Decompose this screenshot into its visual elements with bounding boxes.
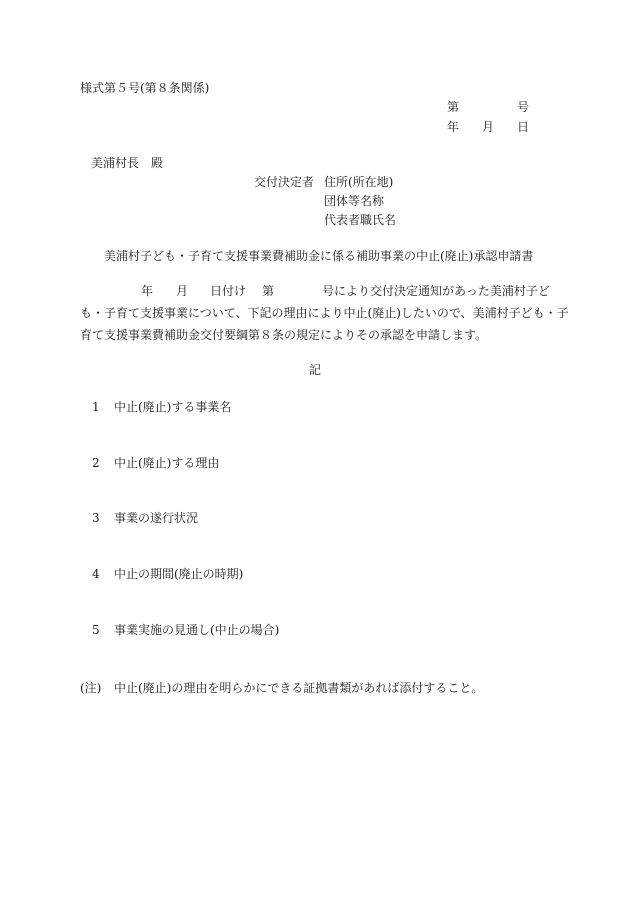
body-dai: 第 xyxy=(262,284,275,298)
note-marker: (注) xyxy=(80,681,102,695)
item-5-label: 事業実施の見通し(中止の場合) xyxy=(114,623,280,637)
item-2-label: 中止(廃止)する理由 xyxy=(114,456,220,470)
body-line2: も・子育て支援事業について、下記の理由により中止(廃止)したいので、美浦村子ども・子 xyxy=(80,306,569,320)
item-4-label: 中止の期間(廃止の時期) xyxy=(114,567,244,581)
item-1-number: 1 xyxy=(92,400,100,414)
item-3-number: 3 xyxy=(92,511,100,525)
item-5-number: 5 xyxy=(92,623,100,637)
note-text: 中止(廃止)の理由を明らかにできる証拠書類があれば添付すること。 xyxy=(114,681,484,695)
body-line3: 育て支援事業費補助金交付要綱第８条の規定によりその承認を申請します。 xyxy=(80,328,488,342)
body-dated: 日付け xyxy=(210,284,247,298)
doc-number-dai: 第 xyxy=(447,100,460,114)
doc-number-go: 号 xyxy=(517,100,530,114)
form-label: 様式第５号(第８条関係) xyxy=(80,81,210,95)
item-4-number: 4 xyxy=(92,567,100,581)
address-label: 住所(所在地) xyxy=(324,175,394,189)
representative-label: 代表者職氏名 xyxy=(324,213,397,227)
ki-heading: 記 xyxy=(309,363,322,377)
date-month: 月 xyxy=(482,120,495,134)
body-line1-rest: 号により交付決定通知があった美浦村子ど xyxy=(322,284,550,298)
item-3-label: 事業の遂行状況 xyxy=(114,511,199,525)
org-name-label: 団体等名称 xyxy=(324,194,385,208)
addressee: 美浦村長 殿 xyxy=(91,156,164,170)
date-day: 日 xyxy=(517,120,530,134)
applicant-role: 交付決定者 xyxy=(254,175,315,189)
body-month: 月 xyxy=(176,284,189,298)
document-title: 美浦村子ども・子育て支援事業費補助金に係る補助事業の中止(廃止)承認申請書 xyxy=(104,249,534,263)
item-2-number: 2 xyxy=(92,456,100,470)
date-year: 年 xyxy=(447,120,460,134)
body-year: 年 xyxy=(141,284,154,298)
item-1-label: 中止(廃止)する事業名 xyxy=(114,400,232,414)
